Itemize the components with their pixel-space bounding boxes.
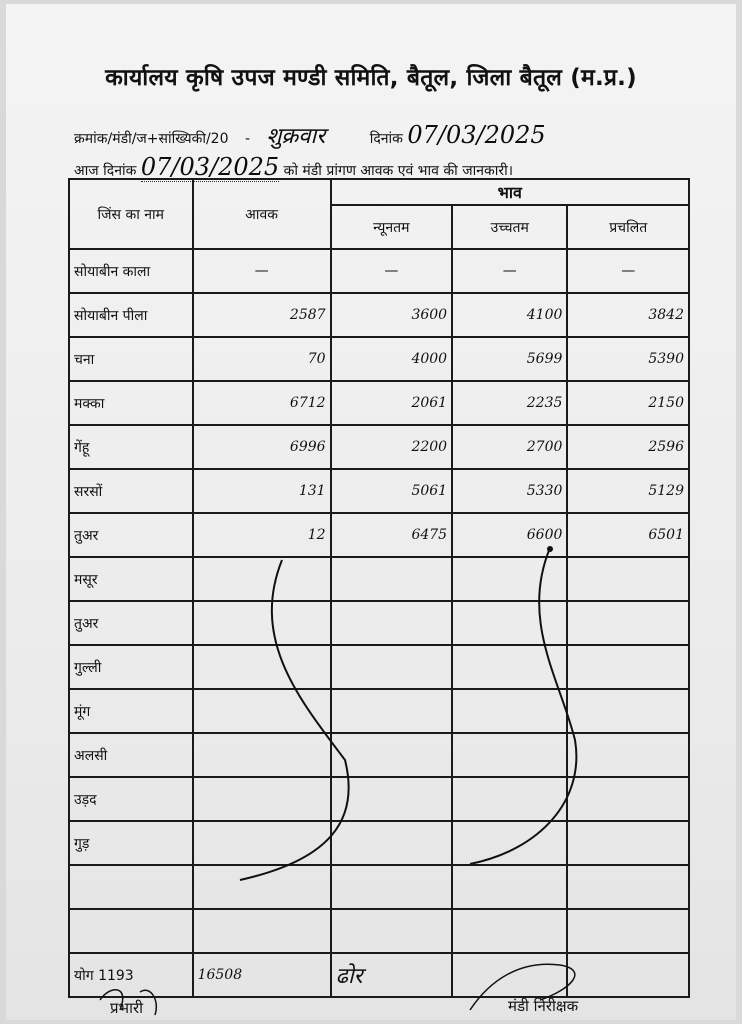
header-price: भाव bbox=[331, 179, 689, 205]
crop-name-cell: गुल्ली bbox=[69, 645, 193, 689]
min-price-cell: 3600 bbox=[331, 293, 453, 337]
arrival-cell: 131 bbox=[193, 469, 331, 513]
table-row bbox=[69, 645, 689, 689]
arrival-cell: 2587 bbox=[193, 293, 331, 337]
crop-name-cell: तुअर bbox=[69, 601, 193, 645]
modal-price-cell: 2150 bbox=[567, 381, 689, 425]
table-row bbox=[69, 513, 689, 557]
office-title: कार्यालय कृषि उपज मण्डी समिति, बैतूल, जिला बैतूल (म.प्र.) bbox=[105, 65, 637, 91]
modal-price-cell bbox=[567, 645, 689, 689]
min-price-cell bbox=[331, 645, 453, 689]
table-row bbox=[69, 249, 689, 293]
right-signature-label: मंडी निरीक्षक bbox=[508, 997, 579, 1015]
arrival-cell bbox=[193, 601, 331, 645]
crop-name-cell: मक्का bbox=[69, 381, 193, 425]
max-price-cell bbox=[452, 557, 567, 601]
min-price-cell: 4000 bbox=[331, 337, 453, 381]
arrival-cell bbox=[193, 821, 331, 865]
header-crop-name: जिंस का नाम bbox=[69, 179, 193, 249]
table-row bbox=[69, 337, 689, 381]
arrival-cell: 6996 bbox=[193, 425, 331, 469]
min-price-cell: — bbox=[331, 249, 453, 293]
modal-price-cell: 3842 bbox=[567, 293, 689, 337]
max-price-cell: 2700 bbox=[452, 425, 567, 469]
date-label: दिनांक bbox=[369, 131, 403, 147]
min-price-cell bbox=[331, 777, 453, 821]
total-empty-cell bbox=[452, 953, 567, 997]
modal-price-cell bbox=[567, 601, 689, 645]
modal-price-cell: 5390 bbox=[567, 337, 689, 381]
max-price-cell: 5699 bbox=[452, 337, 567, 381]
max-price-cell bbox=[452, 821, 567, 865]
modal-price-cell bbox=[567, 689, 689, 733]
min-price-cell bbox=[331, 733, 453, 777]
min-price-cell bbox=[331, 601, 453, 645]
modal-price-cell bbox=[567, 909, 689, 953]
arrival-cell bbox=[193, 733, 331, 777]
min-price-cell bbox=[331, 865, 453, 909]
crop-name-cell: चना bbox=[69, 337, 193, 381]
max-price-cell: 4100 bbox=[452, 293, 567, 337]
crop-name-cell: सरसों bbox=[69, 469, 193, 513]
max-price-cell bbox=[452, 777, 567, 821]
handwritten-today-date: 07/03/2025 bbox=[140, 153, 280, 181]
handwritten-day: शुक्रवार bbox=[266, 124, 326, 149]
today-date-label: आज दिनांक bbox=[74, 163, 137, 179]
today-suffix-text: को मंडी प्रांगण आवक एवं भाव की जानकारी। bbox=[283, 163, 514, 179]
min-price-cell: 6475 bbox=[331, 513, 453, 557]
arrival-cell: 70 bbox=[193, 337, 331, 381]
modal-price-cell bbox=[567, 821, 689, 865]
arrival-cell bbox=[193, 557, 331, 601]
arrival-cell: 6712 bbox=[193, 381, 331, 425]
modal-price-cell bbox=[567, 865, 689, 909]
modal-price-cell bbox=[567, 777, 689, 821]
max-price-cell: — bbox=[452, 249, 567, 293]
modal-price-cell bbox=[567, 733, 689, 777]
total-label: योग 1193 bbox=[69, 953, 193, 997]
table-row bbox=[69, 909, 689, 953]
max-price-cell bbox=[452, 645, 567, 689]
min-price-cell: 2200 bbox=[331, 425, 453, 469]
min-price-cell bbox=[331, 909, 453, 953]
min-price-cell bbox=[331, 821, 453, 865]
max-price-cell: 5330 bbox=[452, 469, 567, 513]
crop-name-cell: मूंग bbox=[69, 689, 193, 733]
max-price-cell: 2235 bbox=[452, 381, 567, 425]
reference-line bbox=[74, 120, 546, 150]
arrival-price-table bbox=[68, 178, 690, 998]
max-price-cell bbox=[452, 689, 567, 733]
total-row bbox=[69, 953, 689, 997]
arrival-cell bbox=[193, 689, 331, 733]
header-modal-price: प्रचलित bbox=[567, 205, 689, 249]
total-empty-cell bbox=[567, 953, 689, 997]
min-price-cell bbox=[331, 689, 453, 733]
table-row bbox=[69, 865, 689, 909]
crop-name-cell: गेंहू bbox=[69, 425, 193, 469]
table-row bbox=[69, 733, 689, 777]
table-row bbox=[69, 821, 689, 865]
table-row bbox=[69, 557, 689, 601]
arrival-cell: — bbox=[193, 249, 331, 293]
modal-price-cell: 5129 bbox=[567, 469, 689, 513]
header-arrival: आवक bbox=[193, 179, 331, 249]
max-price-cell: 6600 bbox=[452, 513, 567, 557]
arrival-cell: 12 bbox=[193, 513, 331, 557]
table-row bbox=[69, 293, 689, 337]
modal-price-cell: 2596 bbox=[567, 425, 689, 469]
handwritten-date: 07/03/2025 bbox=[407, 121, 546, 149]
max-price-cell bbox=[452, 733, 567, 777]
header-min-price: न्यूनतम bbox=[331, 205, 453, 249]
header-max-price: उच्चतम bbox=[452, 205, 567, 249]
min-price-cell bbox=[331, 557, 453, 601]
crop-name-cell: तुअर bbox=[69, 513, 193, 557]
crop-name-cell bbox=[69, 909, 193, 953]
arrival-cell bbox=[193, 645, 331, 689]
table-row bbox=[69, 381, 689, 425]
table-row bbox=[69, 689, 689, 733]
left-signature-label: प्रभारी bbox=[110, 999, 143, 1017]
total-note: ढोर bbox=[331, 953, 453, 997]
modal-price-cell: — bbox=[567, 249, 689, 293]
reference-number-label: क्रमांक/मंडी/ज+सांख्यिकी/20 bbox=[74, 131, 229, 147]
crop-name-cell: मसूर bbox=[69, 557, 193, 601]
min-price-cell: 5061 bbox=[331, 469, 453, 513]
table-row bbox=[69, 777, 689, 821]
max-price-cell bbox=[452, 601, 567, 645]
arrival-cell bbox=[193, 865, 331, 909]
crop-name-cell: सोयाबीन काला bbox=[69, 249, 193, 293]
crop-name-cell: अलसी bbox=[69, 733, 193, 777]
total-arrival: 16508 bbox=[193, 953, 331, 997]
crop-name-cell: उड़द bbox=[69, 777, 193, 821]
arrival-cell bbox=[193, 909, 331, 953]
reference-separator: - bbox=[244, 131, 250, 147]
max-price-cell bbox=[452, 865, 567, 909]
table-row bbox=[69, 469, 689, 513]
arrival-cell bbox=[193, 777, 331, 821]
table-row bbox=[69, 425, 689, 469]
crop-name-cell: सोयाबीन पीला bbox=[69, 293, 193, 337]
table-row bbox=[69, 601, 689, 645]
crop-name-cell bbox=[69, 865, 193, 909]
crop-name-cell: गुड़ bbox=[69, 821, 193, 865]
min-price-cell: 2061 bbox=[331, 381, 453, 425]
modal-price-cell: 6501 bbox=[567, 513, 689, 557]
modal-price-cell bbox=[567, 557, 689, 601]
max-price-cell bbox=[452, 909, 567, 953]
